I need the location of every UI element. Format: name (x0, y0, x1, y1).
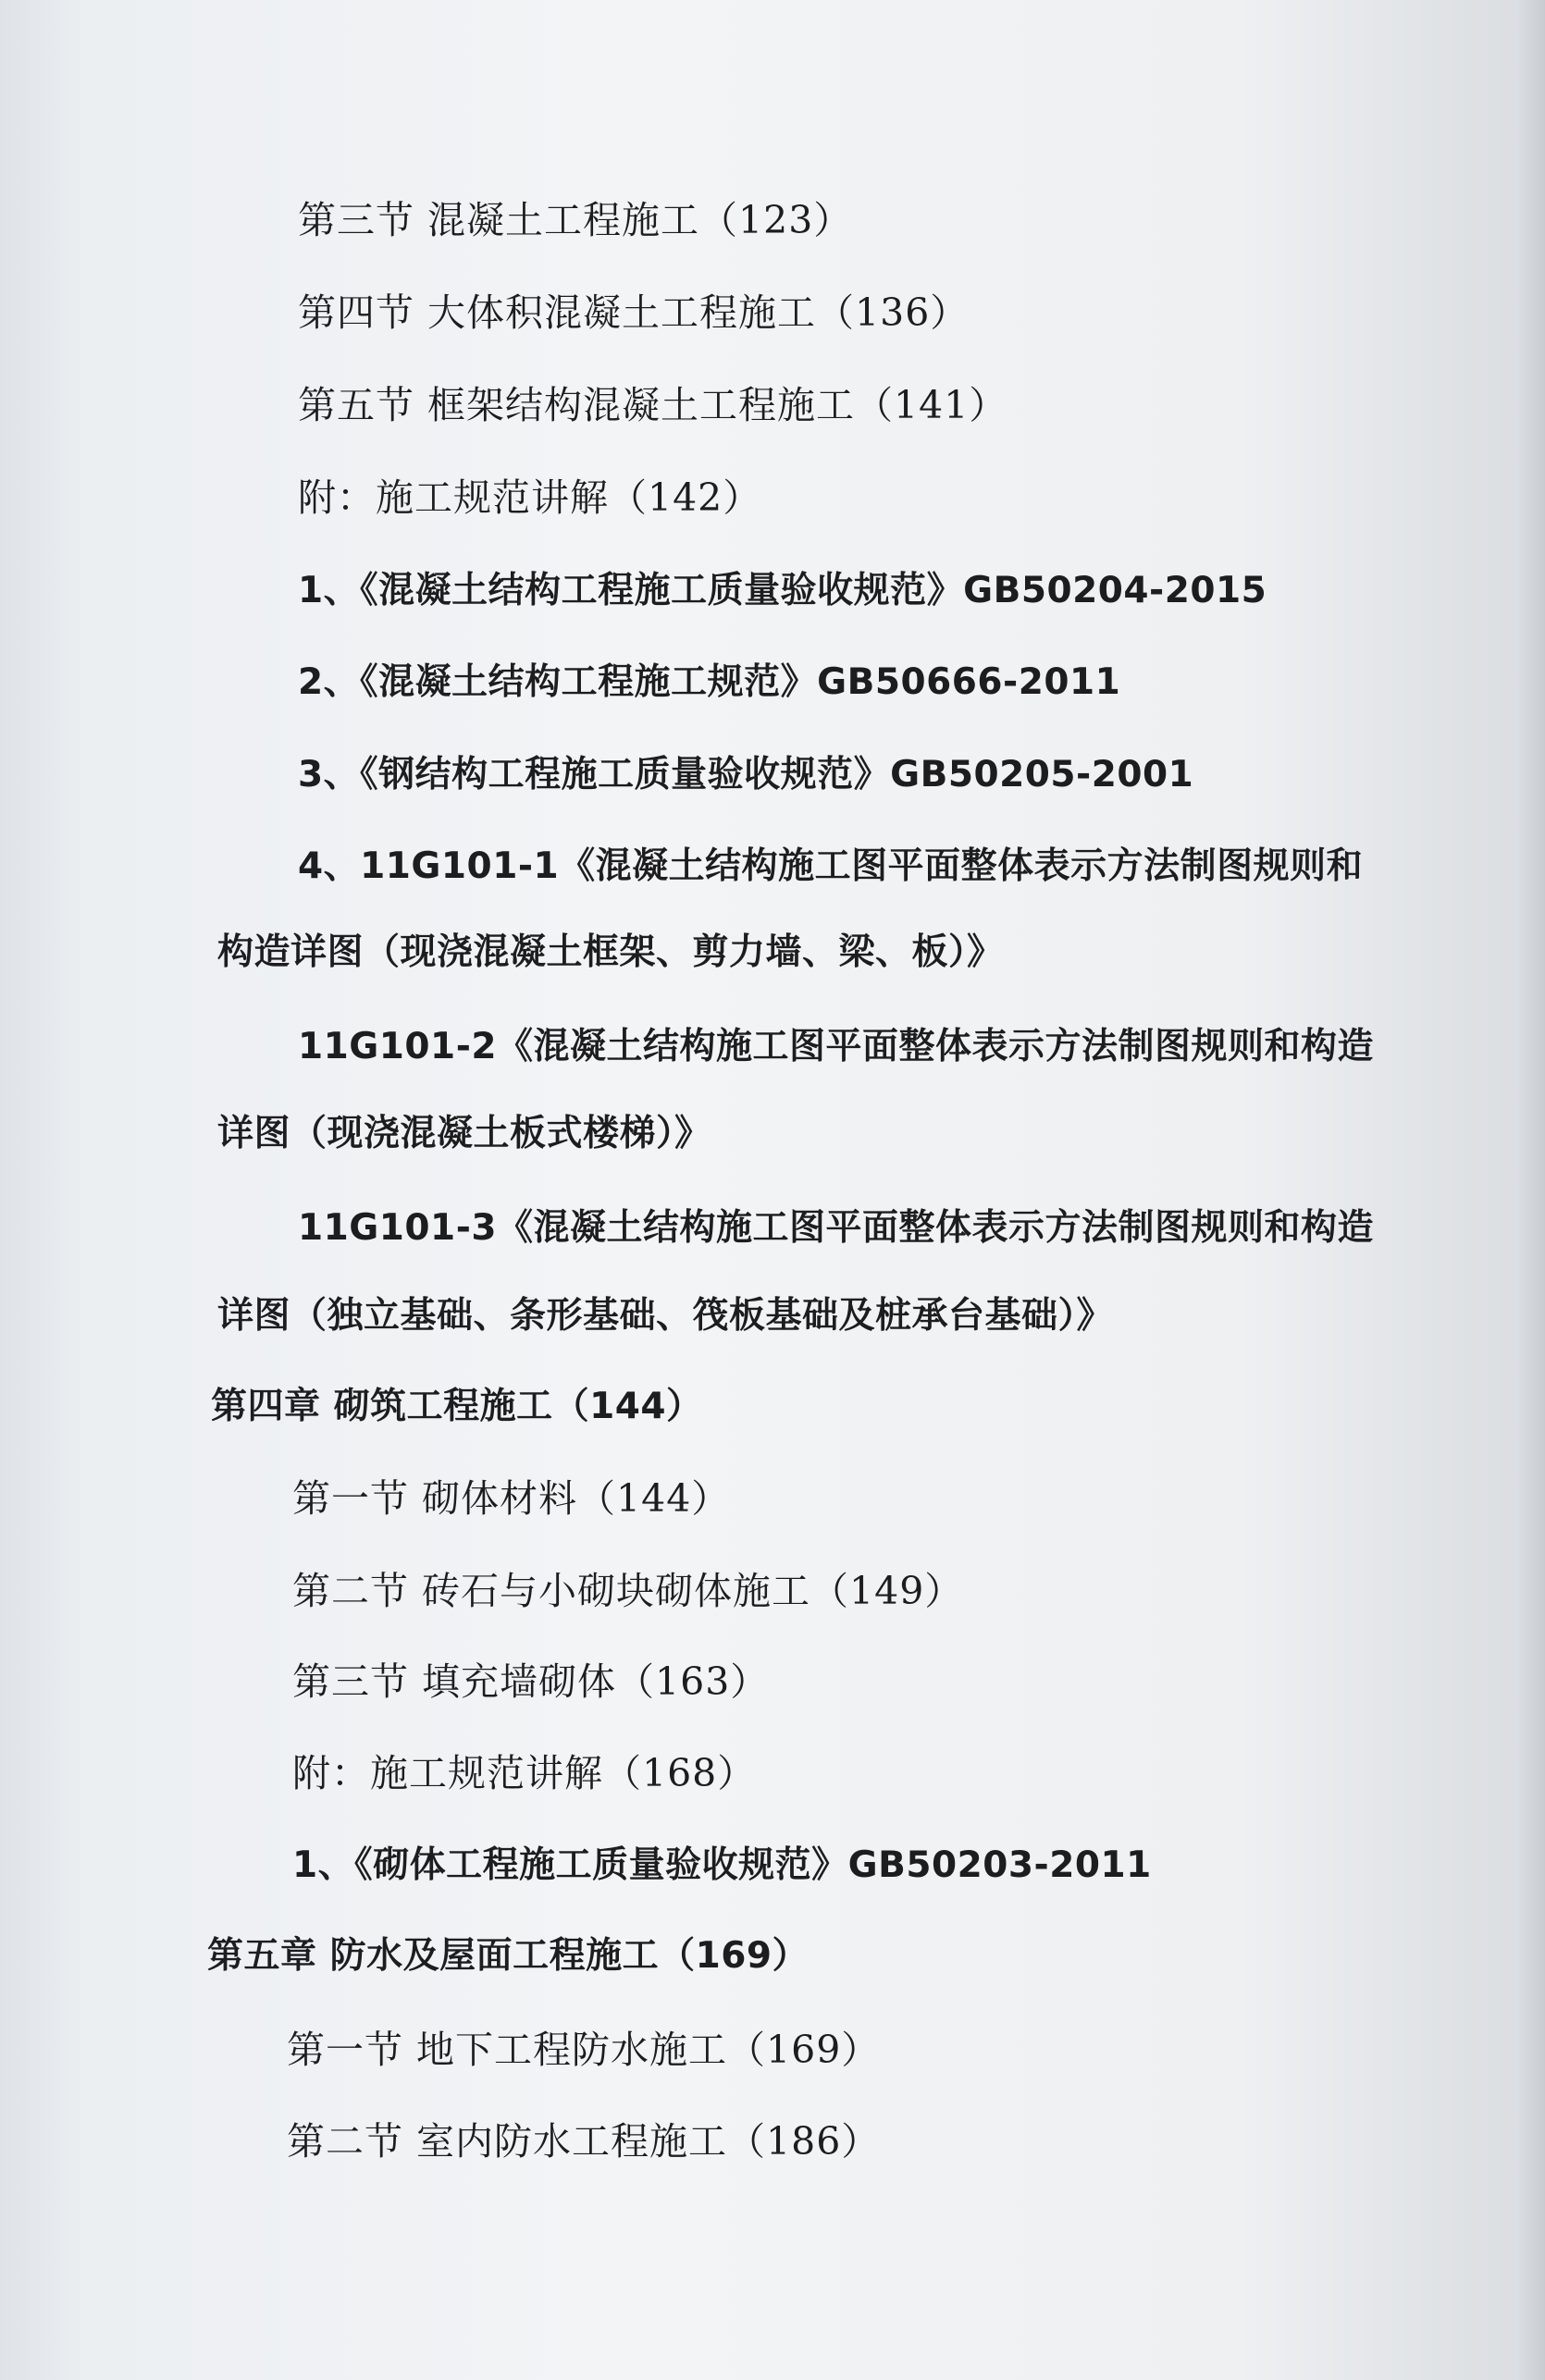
toc-section-line: 第一节 砌体材料（144） (292, 1476, 731, 1521)
toc-spec-line: 4、11G101-1《混凝土结构施工图平面整体表示方法制图规则和 (298, 845, 1364, 887)
toc-section-line: 第二节 室内防水工程施工（186） (287, 2119, 881, 2164)
toc-section-line: 第二节 砖石与小砌块砌体施工（149） (292, 1569, 964, 1613)
toc-spec-line: 11G101-2《混凝土结构施工图平面整体表示方法制图规则和构造 (298, 1026, 1375, 1067)
toc-spec-line: 1、《砌体工程施工质量验收规范》GB50203-2011 (292, 1844, 1152, 1886)
toc-appendix-line: 附：施工规范讲解（142） (298, 475, 762, 520)
toc-spec-continuation: 构造详图（现浇混凝土框架、剪力墙、梁、板）》 (217, 931, 1004, 973)
toc-spec-line: 2、《混凝土结构工程施工规范》GB50666-2011 (298, 661, 1121, 703)
toc-chapter-line: 第四章 砌筑工程施工（144） (211, 1386, 703, 1427)
toc-chapter-line: 第五章 防水及屋面工程施工（169） (207, 1935, 809, 1977)
toc-spec-line: 11G101-3《混凝土结构施工图平面整体表示方法制图规则和构造 (298, 1207, 1375, 1249)
toc-section-line: 第五节 框架结构混凝土工程施工（141） (298, 383, 1008, 427)
page-edge-shadow (1517, 0, 1545, 2380)
toc-section-line: 第三节 混凝土工程施工（123） (298, 198, 853, 242)
toc-spec-continuation: 详图（独立基础、条形基础、筏板基础及桩承台基础）》 (217, 1295, 1114, 1337)
toc-section-line: 第一节 地下工程防水施工（169） (287, 2028, 881, 2072)
toc-spec-line: 3、《钢结构工程施工质量验收规范》GB50205-2001 (298, 754, 1194, 795)
toc-section-line: 第三节 填充墙砌体（163） (292, 1659, 770, 1704)
toc-section-line: 第四节 大体积混凝土工程施工（136） (298, 290, 970, 335)
toc-appendix-line: 附：施工规范讲解（168） (292, 1751, 757, 1795)
toc-spec-line: 1、《混凝土结构工程施工质量验收规范》GB50204-2015 (298, 570, 1267, 611)
toc-spec-continuation: 详图（现浇混凝土板式楼梯）》 (217, 1113, 711, 1154)
